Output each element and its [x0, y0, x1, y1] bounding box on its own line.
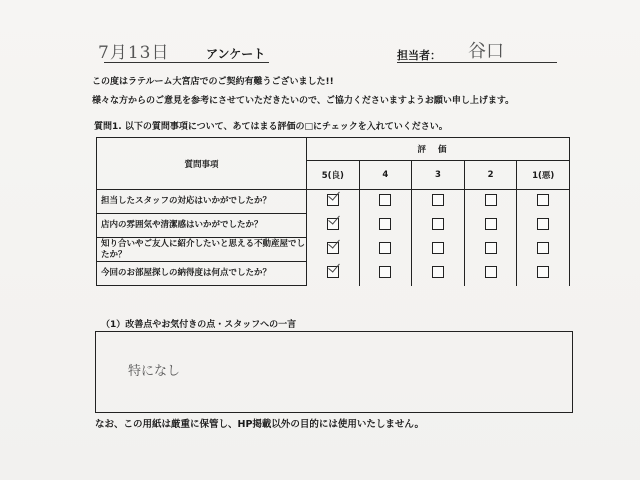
scale-label: 1(悪): [517, 161, 570, 190]
rating-cell: [517, 262, 570, 286]
rating-checkbox[interactable]: [537, 194, 549, 206]
header-question-column: 質問事項: [97, 138, 307, 190]
checked-checkbox[interactable]: [327, 242, 339, 254]
comment-handwritten: 特になし: [128, 364, 181, 379]
rating-checkbox[interactable]: [485, 242, 497, 254]
rating-checkbox[interactable]: [379, 242, 391, 254]
rating-cell: [359, 214, 412, 238]
rating-cell: [307, 190, 360, 214]
staff-name-handwritten: 谷口: [468, 41, 504, 62]
rating-checkbox[interactable]: [379, 218, 391, 230]
checked-checkbox[interactable]: [327, 266, 339, 278]
rating-cell: [359, 238, 412, 262]
staff-label: 担当者：: [397, 49, 441, 62]
rating-checkbox[interactable]: [485, 266, 497, 278]
rating-cell: [307, 238, 360, 262]
intro-line-2: 様々な方からのご意見を参考にさせていただきたいので、ご協力くださいますようお願い申し上げます。: [92, 96, 515, 106]
rating-checkbox[interactable]: [379, 194, 391, 206]
rating-cell: [307, 262, 360, 286]
comment-label: （1）改善点やお気付きの点・スタッフへの一言: [101, 320, 297, 330]
rating-checkbox[interactable]: [432, 266, 444, 278]
scale-label: 3: [412, 161, 465, 190]
rating-checkbox[interactable]: [537, 266, 549, 278]
rating-cell: [412, 262, 465, 286]
rating-cell: [412, 214, 465, 238]
rating-cell: [517, 238, 570, 262]
page-title: アンケート: [206, 47, 266, 61]
rating-cell: [464, 190, 517, 214]
rating-cell: [517, 214, 570, 238]
question-row: [97, 190, 570, 214]
question-heading: 質問1. 以下の質問事項について、あてはまる評価の□にチェックを入れていください。: [94, 122, 448, 132]
rating-checkbox[interactable]: [432, 242, 444, 254]
rating-checkbox[interactable]: [485, 218, 497, 230]
question-text: 担当したスタッフの対応はいかがでしたか？: [97, 190, 307, 214]
rating-checkbox[interactable]: [432, 218, 444, 230]
rating-checkbox[interactable]: [485, 194, 497, 206]
scale-label: 4: [359, 161, 412, 190]
rating-checkbox[interactable]: [379, 266, 391, 278]
checked-checkbox[interactable]: [327, 194, 339, 206]
rating-cell: [412, 190, 465, 214]
rating-checkbox[interactable]: [537, 242, 549, 254]
intro-line-1: この度はラテルーム大宮店でのご契約有難うございました!!: [92, 77, 334, 87]
question-row: [97, 214, 570, 238]
rating-cell: [464, 214, 517, 238]
rating-cell: [464, 262, 517, 286]
date-underline: [104, 62, 269, 63]
rating-cell: [359, 262, 412, 286]
question-text: 店内の雰囲気や清潔感はいかがでしたか？: [97, 214, 307, 238]
rating-cell: [412, 238, 465, 262]
rating-cell: [359, 190, 412, 214]
survey-table: [96, 137, 570, 286]
question-text: 今回のお部屋探しの納得度は何点でしたか？: [97, 262, 307, 286]
privacy-footer: なお、この用紙は厳重に保管し、HP掲載以外の目的には使用いたしません。: [95, 419, 424, 430]
rating-cell: [517, 190, 570, 214]
header-evaluation: 評価: [307, 138, 570, 161]
scale-label: 5(良): [307, 161, 360, 190]
question-row: [97, 262, 570, 286]
rating-checkbox[interactable]: [432, 194, 444, 206]
question-row: [97, 238, 570, 262]
rating-cell: [464, 238, 517, 262]
rating-checkbox[interactable]: [537, 218, 549, 230]
staff-underline: [397, 62, 557, 63]
question-text: 知り合いやご友人に紹介したいと思える不動産屋でしたか？: [97, 238, 307, 262]
rating-cell: [307, 214, 360, 238]
date-handwritten: 7月13日: [98, 43, 170, 63]
checked-checkbox[interactable]: [327, 218, 339, 230]
scale-label: 2: [464, 161, 517, 190]
